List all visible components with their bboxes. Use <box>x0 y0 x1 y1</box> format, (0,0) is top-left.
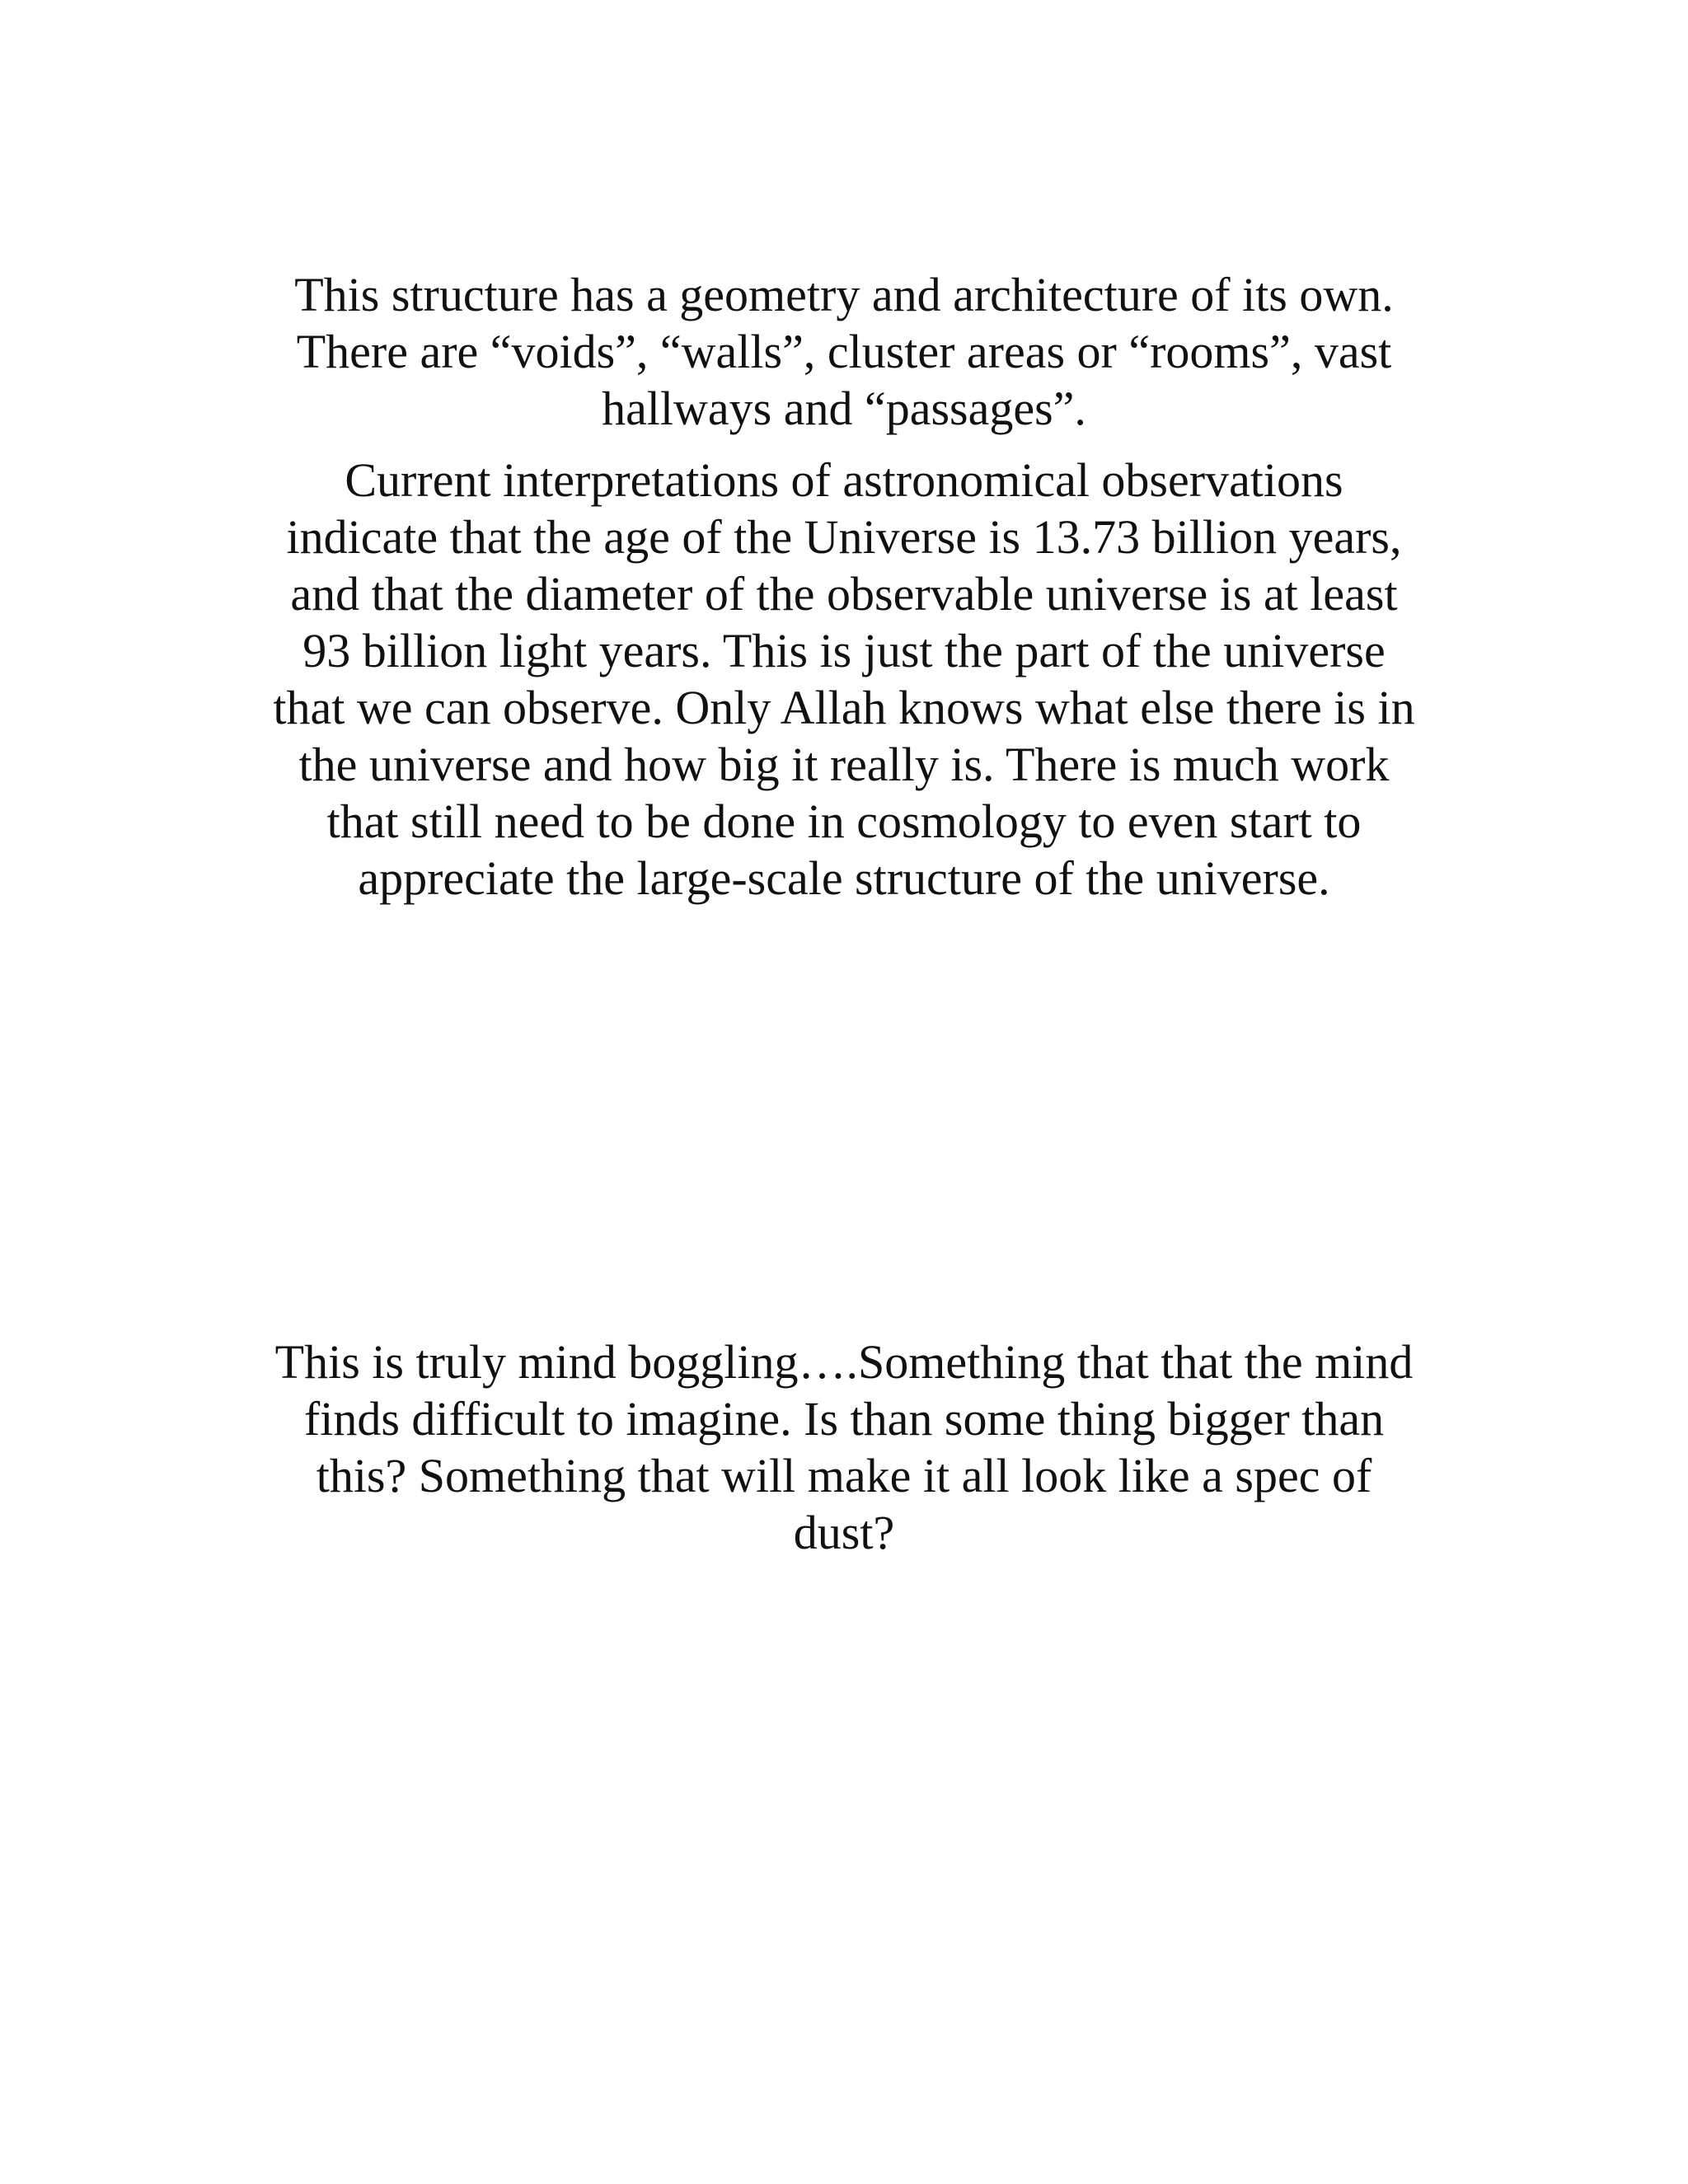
paragraph-universe-age <box>231 452 1457 907</box>
text-line: 93 billion light years. This is just the part of the universe <box>302 624 1386 677</box>
text-line: hallways and “passages”. <box>602 382 1086 435</box>
text-line: that we can observe. Only Allah knows what else there is in <box>273 681 1415 734</box>
text-line: dust? <box>793 1506 895 1559</box>
text-line: indicate that the age of the Universe is 13.73 billion years, <box>286 510 1402 564</box>
paragraph-structure-geometry <box>231 266 1457 437</box>
text-line: and that the diameter of the observable universe is at least <box>290 567 1398 621</box>
text-line: this? Something that will make it all look like a spec of <box>316 1449 1372 1502</box>
text-line: Current interpretations of astronomical observations <box>345 453 1343 507</box>
text-line: This structure has a geometry and architecture of its own. <box>294 268 1394 321</box>
paragraph-mind-boggling <box>231 1333 1457 1561</box>
text-line: This is truly mind boggling….Something that that the mind <box>274 1335 1414 1389</box>
text-line: There are “voids”, “walls”, cluster areas or “rooms”, vast <box>296 325 1392 378</box>
text-line: the universe and how big it really is. There is much work <box>298 738 1390 791</box>
text-line: finds difficult to imagine. Is than some thing bigger than <box>303 1392 1385 1446</box>
text-line: that still need to be done in cosmology to even start to <box>326 794 1362 848</box>
text-line: appreciate the large-scale structure of the universe. <box>358 851 1330 905</box>
